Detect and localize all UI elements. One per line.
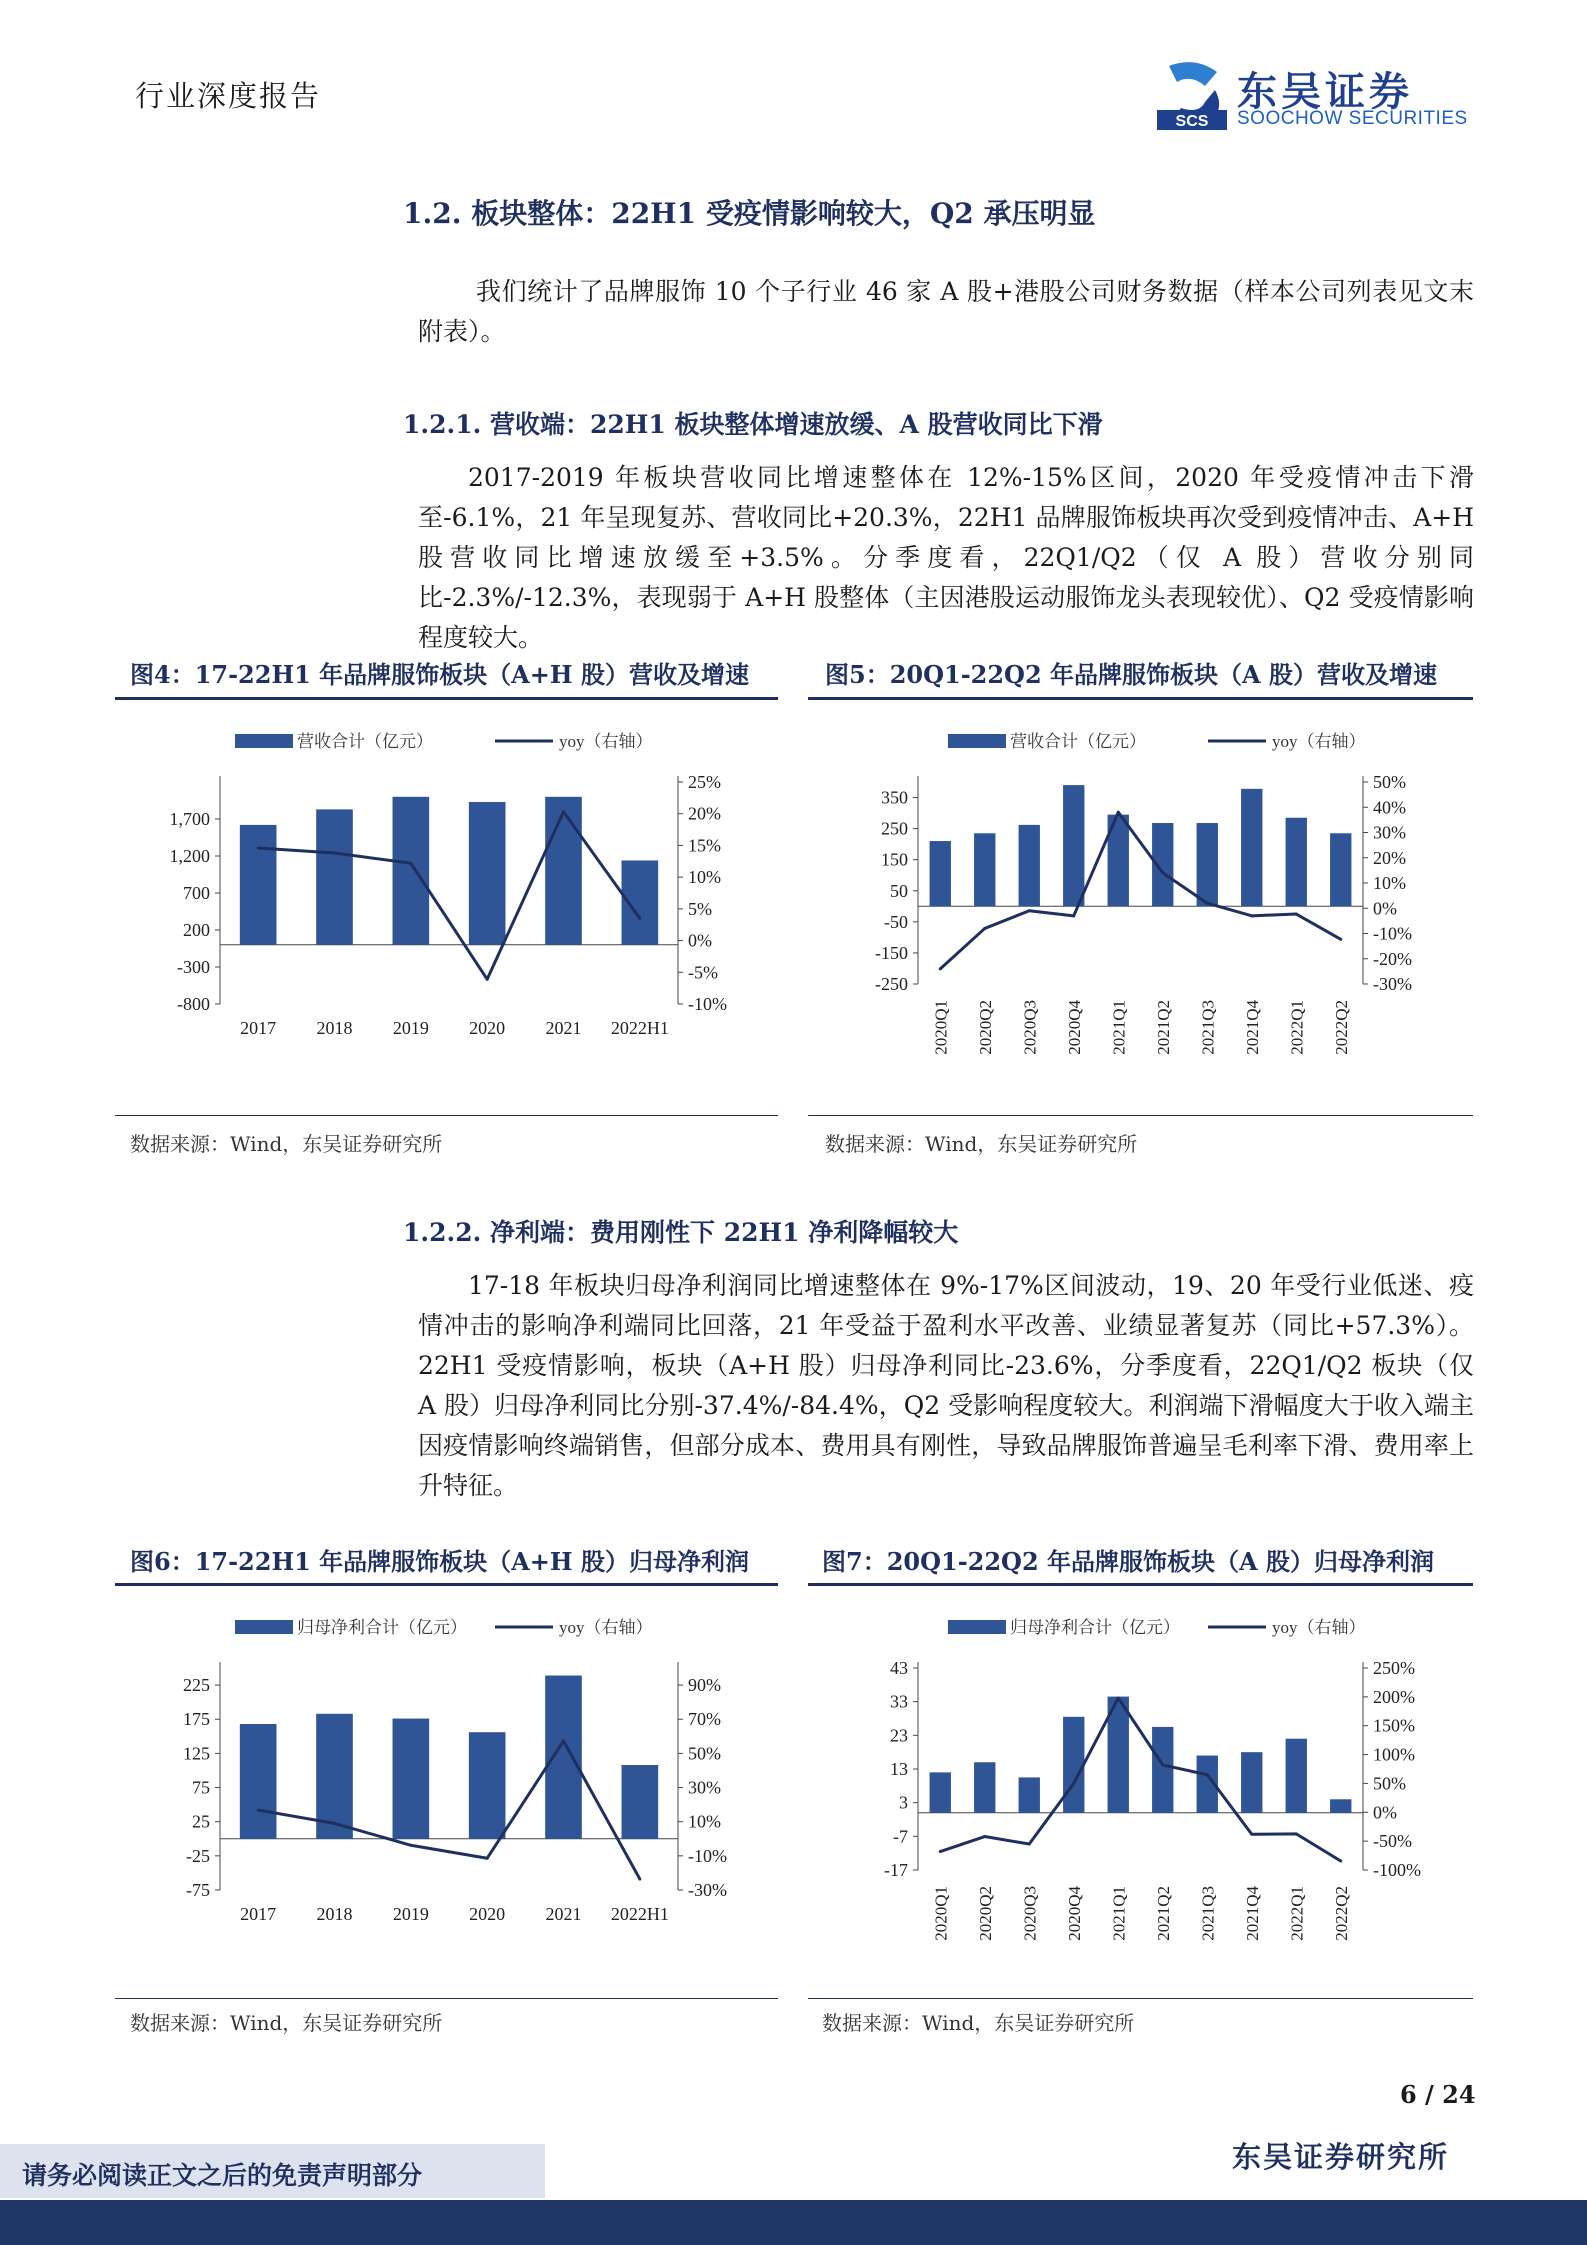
y-tick-label-left: 225 xyxy=(183,1675,210,1696)
bar-2020Q2 xyxy=(974,833,995,906)
fig5-chart xyxy=(808,712,1473,1112)
fig5-title: 图5：20Q1-22Q2 年品牌服饰板块（A 股）营收及增速 xyxy=(825,660,1437,689)
x-tick-label: 2020Q4 xyxy=(1064,1000,1084,1055)
y-tick-label-right: 10% xyxy=(688,1811,721,1832)
fig4-title: 图4：17-22H1 年品牌服饰板块（A+H 股）营收及增速 xyxy=(130,660,749,689)
yoy-point-2019 xyxy=(409,862,412,865)
x-tick-label: 2020Q1 xyxy=(931,1886,951,1941)
y-tick-label-left: 350 xyxy=(881,787,908,808)
legend-bar-label: 营收合计（亿元） xyxy=(297,732,433,751)
fig7-title: 图7：20Q1-22Q2 年品牌服饰板块（A 股）归母净利润 xyxy=(822,1547,1434,1576)
yoy-point-2022H1 xyxy=(638,1878,641,1881)
bar-2020Q4 xyxy=(1063,1717,1084,1813)
y-tick-label-left: -17 xyxy=(884,1860,908,1880)
x-tick-label: 2022Q2 xyxy=(1331,1000,1351,1055)
fig5-bottom-rule xyxy=(808,1115,1473,1116)
page-number: 6 / 24 xyxy=(1400,2080,1476,2109)
y-tick-label-left: 25 xyxy=(192,1811,210,1832)
yoy-point-2020 xyxy=(486,978,489,981)
y-tick-label-right: 90% xyxy=(688,1675,721,1696)
x-tick-label: 2021Q1 xyxy=(1109,1886,1129,1941)
y-tick-label-left: 13 xyxy=(890,1759,908,1779)
x-tick-label: 2022H1 xyxy=(610,1018,669,1038)
legend-bar-swatch xyxy=(948,1620,1006,1634)
yoy-point-2021 xyxy=(562,1739,565,1742)
y-tick-label-left: 125 xyxy=(183,1743,210,1764)
fig6-source: 数据来源：Wind，东吴证券研究所 xyxy=(130,2011,443,2035)
y-tick-label-right: 20% xyxy=(1373,847,1406,868)
y-tick-label-left: 33 xyxy=(890,1691,908,1712)
yoy-point-2017 xyxy=(257,1809,260,1812)
x-tick-label: 2022Q1 xyxy=(1287,1000,1307,1055)
legend-bar-label: 营收合计（亿元） xyxy=(1010,732,1146,751)
y-tick-label-right: -10% xyxy=(688,994,727,1014)
bar-2020Q2 xyxy=(974,1762,995,1813)
y-tick-label-left: 43 xyxy=(890,1658,908,1678)
bar-2020Q1 xyxy=(930,841,951,906)
yoy-line xyxy=(940,812,1341,969)
logo-cn: 东吴证券 xyxy=(1237,69,1413,115)
fig6-top-rule xyxy=(115,1583,778,1586)
y-tick-label-left: -800 xyxy=(177,994,210,1014)
y-tick-label-right: 15% xyxy=(688,835,721,856)
y-tick-label-left: -7 xyxy=(893,1826,908,1847)
x-tick-label: 2017 xyxy=(240,1018,277,1038)
bar-2022Q1 xyxy=(1286,818,1307,907)
yoy-point-2020Q4 xyxy=(1072,914,1075,917)
legend-bar-label: 归母净利合计（亿元） xyxy=(297,1618,467,1637)
y-tick-label-left: 50 xyxy=(890,880,908,901)
bar-2021 xyxy=(545,1676,582,1839)
y-tick-label-left: -300 xyxy=(177,957,210,977)
y-tick-label-right: 25% xyxy=(688,772,721,792)
bar-2021 xyxy=(545,797,582,945)
y-tick-label-right: 70% xyxy=(688,1709,721,1730)
y-tick-label-right: 40% xyxy=(1373,797,1406,818)
y-tick-label-left: 23 xyxy=(890,1725,908,1746)
x-tick-label: 2022Q2 xyxy=(1331,1886,1351,1941)
x-tick-label: 2020Q2 xyxy=(975,1886,995,1941)
intro-paragraph: 我们统计了品牌服饰 10 个子行业 46 家 A 股+港股公司财务数据（样本公司列表见文末附表）。 xyxy=(418,277,1474,346)
yoy-line xyxy=(258,812,640,979)
logo-mark: SCS xyxy=(1175,113,1209,130)
legend-line-label: yoy（右轴） xyxy=(1272,1618,1366,1637)
y-tick-label-right: -10% xyxy=(1373,923,1412,944)
y-tick-label-right: 30% xyxy=(1373,822,1406,843)
x-tick-label: 2021Q4 xyxy=(1242,1000,1262,1055)
y-tick-label-left: -25 xyxy=(186,1845,210,1866)
y-tick-label-left: 200 xyxy=(183,920,210,940)
yoy-point-2018 xyxy=(333,852,336,855)
yoy-point-2022Q1 xyxy=(1295,913,1298,916)
y-tick-label-left: 1,200 xyxy=(169,846,210,866)
bar-2021Q4 xyxy=(1241,1752,1262,1813)
bar-2022Q2 xyxy=(1330,1799,1351,1812)
y-tick-label-left: 1,700 xyxy=(169,809,210,829)
x-tick-label: 2020 xyxy=(469,1018,506,1038)
yoy-point-2018 xyxy=(333,1822,336,1825)
y-tick-label-right: 0% xyxy=(1373,898,1397,919)
yoy-point-2020Q1 xyxy=(939,1850,942,1853)
x-tick-label: 2021Q3 xyxy=(1198,1886,1218,1941)
company-logo xyxy=(1155,60,1470,132)
fig6-chart xyxy=(115,1598,778,1998)
x-tick-label: 2017 xyxy=(240,1904,277,1924)
x-tick-label: 2018 xyxy=(316,1018,353,1038)
y-tick-label-right: 0% xyxy=(688,930,712,951)
x-tick-label: 2018 xyxy=(316,1904,353,1924)
bar-2019 xyxy=(393,797,430,945)
yoy-point-2022Q2 xyxy=(1339,1859,1342,1862)
y-tick-label-right: 10% xyxy=(688,867,721,888)
fig4-source: 数据来源：Wind，东吴证券研究所 xyxy=(130,1132,443,1156)
yoy-line xyxy=(258,1741,640,1879)
y-tick-label-right: 10% xyxy=(1373,873,1406,893)
yoy-point-2020Q2 xyxy=(983,1835,986,1838)
y-tick-label-right: 250% xyxy=(1373,1658,1415,1678)
yoy-line xyxy=(940,1698,1341,1861)
x-tick-label: 2019 xyxy=(392,1018,429,1038)
x-tick-label: 2021Q1 xyxy=(1109,1000,1129,1055)
y-tick-label-left: -250 xyxy=(875,974,908,994)
yoy-point-2020Q2 xyxy=(983,927,986,930)
fig7-bottom-rule xyxy=(808,1998,1473,1999)
y-tick-label-left: 75 xyxy=(192,1777,210,1798)
yoy-point-2021 xyxy=(562,810,565,813)
fig6-title: 图6：17-22H1 年品牌服饰板块（A+H 股）归母净利润 xyxy=(130,1547,749,1576)
y-tick-label-left: -50 xyxy=(884,911,908,932)
bar-2022H1 xyxy=(622,1765,659,1839)
yoy-point-2021Q2 xyxy=(1161,871,1164,874)
section-heading: 1.2. 板块整体：22H1 受疫情影响较大，Q2 承压明显 xyxy=(403,197,1096,230)
legend-line-label: yoy（右轴） xyxy=(1272,732,1366,751)
y-tick-label-right: 0% xyxy=(1373,1802,1397,1823)
x-tick-label: 2020 xyxy=(469,1904,506,1924)
legend-bar-label: 归母净利合计（亿元） xyxy=(1010,1618,1180,1637)
scs-logo-icon xyxy=(1155,60,1229,132)
y-tick-label-right: -50% xyxy=(1373,1831,1412,1852)
bar-2019 xyxy=(393,1719,430,1839)
x-tick-label: 2019 xyxy=(392,1904,429,1924)
yoy-point-2019 xyxy=(409,1844,412,1847)
x-tick-label: 2021Q4 xyxy=(1242,1886,1262,1941)
bar-2020Q3 xyxy=(1019,825,1040,906)
y-tick-label-left: -75 xyxy=(186,1880,210,1900)
disclaimer-box xyxy=(0,2144,545,2198)
bar-2017 xyxy=(240,1724,277,1839)
y-tick-label-left: 250 xyxy=(881,818,908,839)
yoy-point-2022Q2 xyxy=(1339,938,1342,941)
bar-2021Q3 xyxy=(1197,823,1218,906)
subsection-heading-profit: 1.2.2. 净利端：费用刚性下 22H1 净利降幅较大 xyxy=(403,1218,959,1247)
x-tick-label: 2021 xyxy=(545,1018,582,1038)
y-tick-label-left: 3 xyxy=(899,1792,908,1813)
yoy-point-2020 xyxy=(486,1857,489,1860)
y-tick-label-right: -5% xyxy=(688,962,718,983)
yoy-point-2021Q4 xyxy=(1250,1833,1253,1836)
y-tick-label-left: 150 xyxy=(881,849,908,870)
bar-2020Q3 xyxy=(1019,1777,1040,1812)
legend-bar-swatch xyxy=(948,734,1006,748)
y-tick-label-left: 700 xyxy=(183,883,210,903)
bar-2020 xyxy=(469,802,506,945)
x-tick-label: 2021Q3 xyxy=(1198,1000,1218,1055)
x-tick-label: 2020Q3 xyxy=(1020,1886,1040,1941)
yoy-point-2022Q1 xyxy=(1295,1832,1298,1835)
yoy-point-2021Q3 xyxy=(1206,902,1209,905)
y-tick-label-right: 50% xyxy=(1373,1773,1406,1794)
x-tick-label: 2021Q2 xyxy=(1153,1886,1173,1941)
yoy-point-2021Q1 xyxy=(1117,811,1120,814)
bar-2020Q4 xyxy=(1063,785,1084,906)
y-tick-label-right: 50% xyxy=(1373,772,1406,792)
legend-bar-swatch xyxy=(235,1620,293,1634)
legend-line-label: yoy（右轴） xyxy=(559,732,653,751)
logo-en: SOOCHOW SECURITIES xyxy=(1237,108,1468,129)
legend-line-label: yoy（右轴） xyxy=(559,1618,653,1637)
legend-bar-swatch xyxy=(235,734,293,748)
footer-bar xyxy=(0,2200,1587,2245)
fig7-chart xyxy=(808,1598,1473,1998)
yoy-point-2020Q4 xyxy=(1072,1782,1075,1785)
y-tick-label-right: -100% xyxy=(1373,1860,1421,1880)
yoy-point-2020Q3 xyxy=(1028,909,1031,912)
fig5-top-rule xyxy=(808,697,1473,700)
fig6-bottom-rule xyxy=(115,1998,778,1999)
y-tick-label-right: -20% xyxy=(1373,948,1412,969)
x-tick-label: 2020Q1 xyxy=(931,1000,951,1055)
y-tick-label-right: -30% xyxy=(688,1880,727,1900)
bar-2021Q4 xyxy=(1241,789,1262,906)
yoy-point-2021Q4 xyxy=(1250,914,1253,917)
x-tick-label: 2021 xyxy=(545,1904,582,1924)
y-tick-label-right: 50% xyxy=(688,1743,721,1764)
fig5-source: 数据来源：Wind，东吴证券研究所 xyxy=(825,1132,1138,1156)
bar-2022Q2 xyxy=(1330,833,1351,906)
x-tick-label: 2020Q2 xyxy=(975,1000,995,1055)
bar-2018 xyxy=(316,809,353,944)
fig7-top-rule xyxy=(808,1583,1473,1586)
bar-2021Q2 xyxy=(1152,1727,1173,1813)
y-tick-label-left: -150 xyxy=(875,942,908,963)
fig7-source: 数据来源：Wind，东吴证券研究所 xyxy=(822,2011,1135,2035)
yoy-point-2020Q1 xyxy=(939,967,942,970)
revenue-paragraph: 2017-2019 年板块营收同比增速整体在 12%-15%区间，2020 年受疫情冲击下滑至-6.1%，21 年呈现复苏、营收同比+20.3%，22H1 品牌服饰板块再次受到疫情冲击、A+H 股营收同比增速放缓至+3.5%。分季度看，22Q1/Q2（仅 A 股）营收分别同比-2.3%/-12.3%，表现弱于 A+H 股整体（主因港股运动服饰龙头表现较优）、Q2 受疫情影响程度较大。 xyxy=(418,463,1474,652)
profit-paragraph: 17-18 年板块归母净利润同比增速整体在 9%-17%区间波动，19、20 年受行业低迷、疫情冲击的影响净利端同比回落，21 年受益于盈利水平改善、业绩显著复苏（同比+57.3%）。22H1 受疫情影响，板块（A+H 股）归母净利同比-23.6%，分季度看，22Q1/Q2 板块（仅 A 股）归母净利同比分别-37.4%/-84.4%，Q2 受影响程度较大。利润端下滑幅度大于收入端主因疫情影响终端销售，但部分成本、费用具有刚性，导致品牌服饰普遍呈毛利率下滑、费用率上升特征。 xyxy=(418,1271,1474,1500)
bar-2020 xyxy=(469,1732,506,1839)
y-tick-label-left: 175 xyxy=(183,1709,210,1730)
footer-org: 东吴证券研究所 xyxy=(1232,2140,1450,2174)
x-tick-label: 2021Q2 xyxy=(1153,1000,1173,1055)
y-tick-label-right: 30% xyxy=(688,1777,721,1798)
bar-2017 xyxy=(240,825,277,945)
x-tick-label: 2022Q1 xyxy=(1287,1886,1307,1941)
y-tick-label-right: 150% xyxy=(1373,1715,1415,1736)
yoy-point-2021Q3 xyxy=(1206,1773,1209,1776)
yoy-point-2022H1 xyxy=(638,917,641,920)
x-tick-label: 2022H1 xyxy=(610,1904,669,1924)
subsection-heading-revenue: 1.2.1. 营收端：22H1 板块整体增速放缓、A 股营收同比下滑 xyxy=(403,410,1103,439)
x-tick-label: 2020Q3 xyxy=(1020,1000,1040,1055)
disclaimer-text: 请务必阅读正文之后的免责声明部分 xyxy=(22,2161,423,2190)
y-tick-label-right: -10% xyxy=(688,1845,727,1866)
y-tick-label-right: 100% xyxy=(1373,1744,1415,1765)
y-tick-label-right: -30% xyxy=(1373,974,1412,994)
yoy-point-2021Q2 xyxy=(1161,1763,1164,1766)
bar-2022Q1 xyxy=(1286,1739,1307,1813)
y-tick-label-right: 200% xyxy=(1373,1686,1415,1707)
yoy-point-2017 xyxy=(257,846,260,849)
x-tick-label: 2020Q4 xyxy=(1064,1886,1084,1941)
report-type: 行业深度报告 xyxy=(135,79,322,113)
fig4-bottom-rule xyxy=(115,1115,778,1116)
fig4-chart xyxy=(115,712,778,1112)
yoy-point-2020Q3 xyxy=(1028,1843,1031,1846)
bar-2020Q1 xyxy=(930,1772,951,1812)
fig4-top-rule xyxy=(115,697,778,700)
y-tick-label-right: 20% xyxy=(688,803,721,824)
y-tick-label-right: 5% xyxy=(688,898,712,919)
yoy-point-2021Q1 xyxy=(1117,1697,1120,1700)
